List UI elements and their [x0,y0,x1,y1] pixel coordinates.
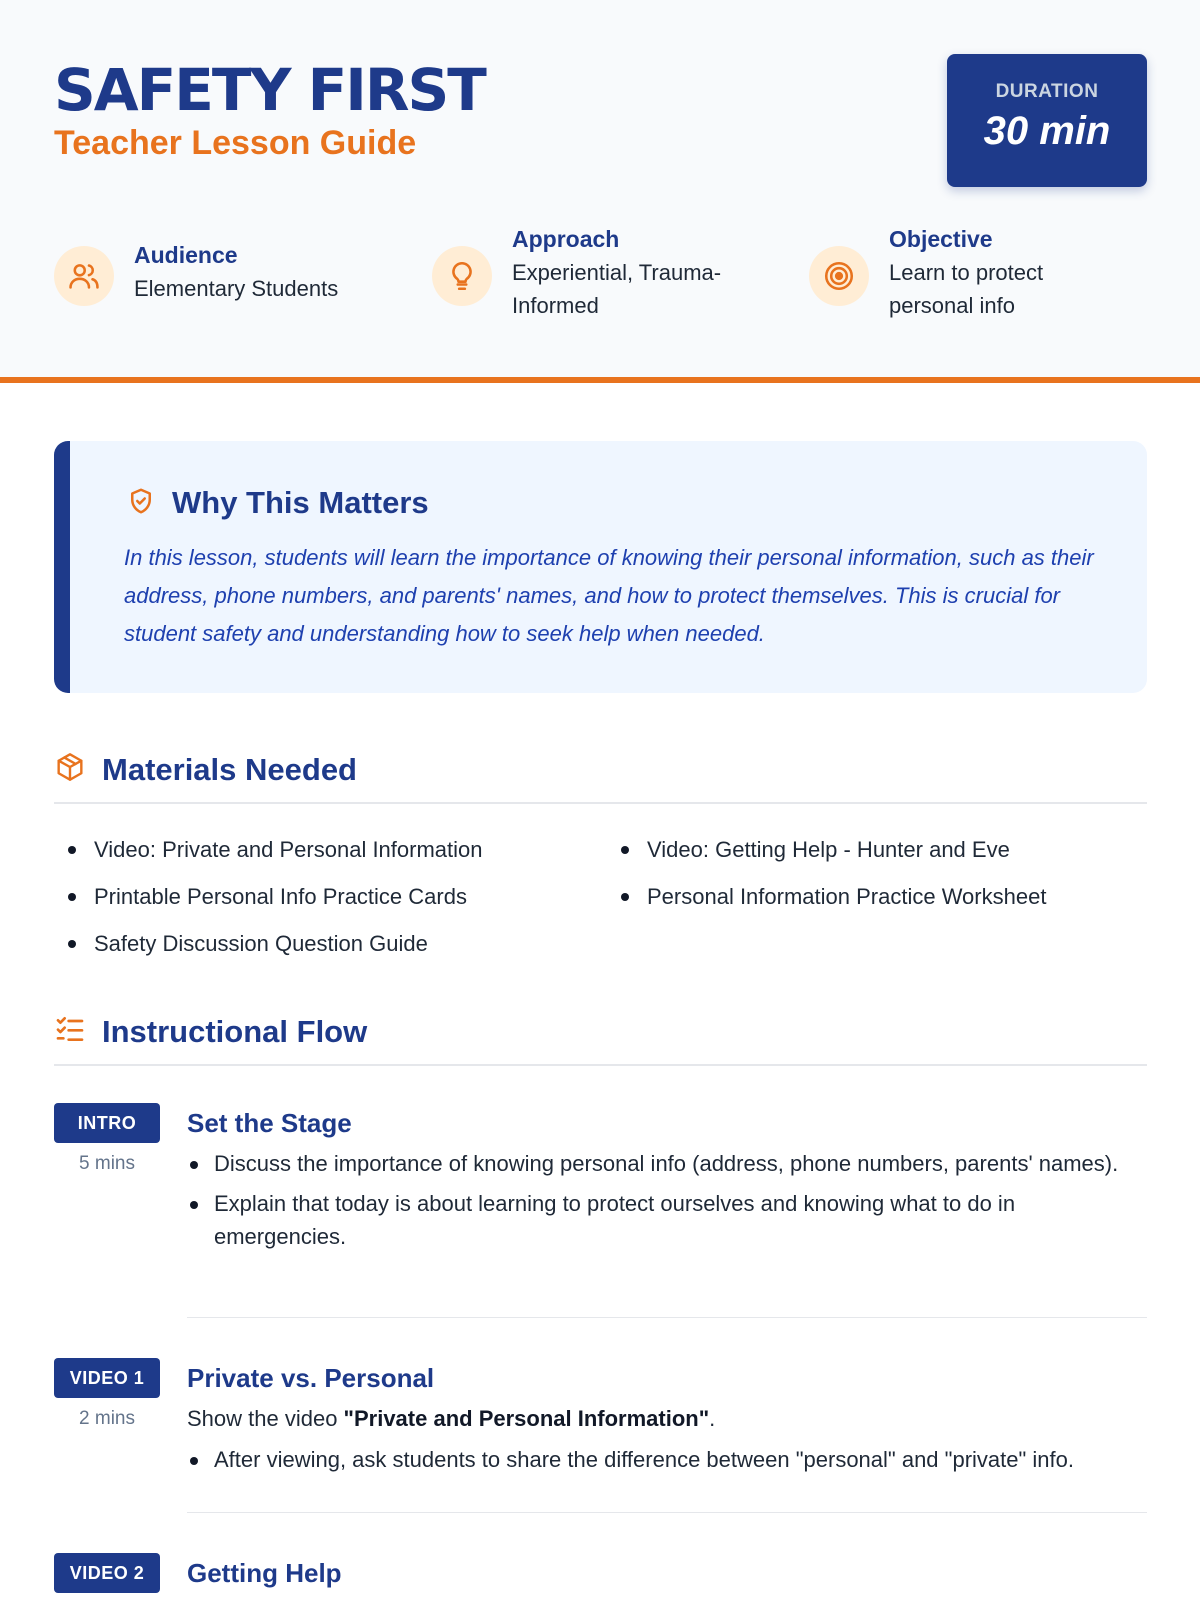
flow-title: Instructional Flow [102,1013,368,1049]
package-icon [54,751,86,788]
materials-left-column [64,826,604,967]
instructional-flow-header [54,1013,1147,1066]
shield-check-icon [126,486,156,521]
step-video-2 [54,1553,1147,1598]
list-item: Discuss the importance of knowing personal info (address, phone numbers, parents' names). [187,1147,1147,1180]
materials-header [54,751,1147,804]
step-badge: INTRO [54,1103,160,1143]
duration-value: 30 min [983,109,1111,153]
divider [187,1317,1147,1318]
why-title: Why This Matters [172,485,429,520]
step-badge: VIDEO 1 [54,1358,160,1398]
lightbulb-icon [432,246,492,306]
list-item: Explain that today is about learning to protect ourselves and knowing what to do in emergencies. [187,1187,1147,1253]
materials-right-column [617,826,1147,920]
step-badge: VIDEO 2 [54,1553,160,1593]
materials-title: Materials Needed [102,751,357,787]
step-duration: 2 mins [79,1408,135,1429]
step-instruction: Show the video "Private and Personal Information". [187,1406,716,1431]
meta-approach-label: Approach [512,226,620,252]
why-this-matters-callout [54,441,1147,693]
meta-approach-value: Experiential, Trauma-Informed [512,260,722,318]
meta-objective-value: Learn to protect personal info [889,260,1044,318]
users-icon [54,246,114,306]
step-intro [54,1103,1147,1323]
page-subtitle: Teacher Lesson Guide [54,124,417,162]
meta-objective-label: Objective [889,226,993,252]
lesson-meta [0,228,1200,328]
page-title: SAFETY FIRST [54,56,485,124]
list-item: Printable Personal Info Practice Cards [64,873,604,920]
list-item: Personal Information Practice Worksheet [617,873,1147,920]
step-title: Private vs. Personal [187,1363,435,1393]
meta-audience-value: Elementary Students [134,276,339,301]
list-item: Safety Discussion Question Guide [64,920,604,967]
why-body: In this lesson, students will learn the importance of knowing their personal information, such as their address, phone numbers, and parents' names, and how to protect themselves. This is crucial for student safety and understanding how to seek help when needed. [124,545,1094,646]
meta-audience-label: Audience [134,242,238,268]
list-item: After viewing, ask students to share the difference between "personal" and "private" info. [187,1443,1147,1476]
header [0,0,1200,383]
divider [187,1512,1147,1513]
duration-card [947,54,1147,187]
list-item: Video: Private and Personal Information [64,826,604,873]
list-item: Video: Getting Help - Hunter and Eve [617,826,1147,873]
step-duration: 5 mins [79,1153,135,1174]
target-icon [809,246,869,306]
step-title: Getting Help [187,1558,342,1588]
checklist-icon [54,1013,86,1050]
duration-label: DURATION [995,81,1099,102]
step-title: Set the Stage [187,1108,352,1138]
step-video-1 [54,1358,1147,1518]
